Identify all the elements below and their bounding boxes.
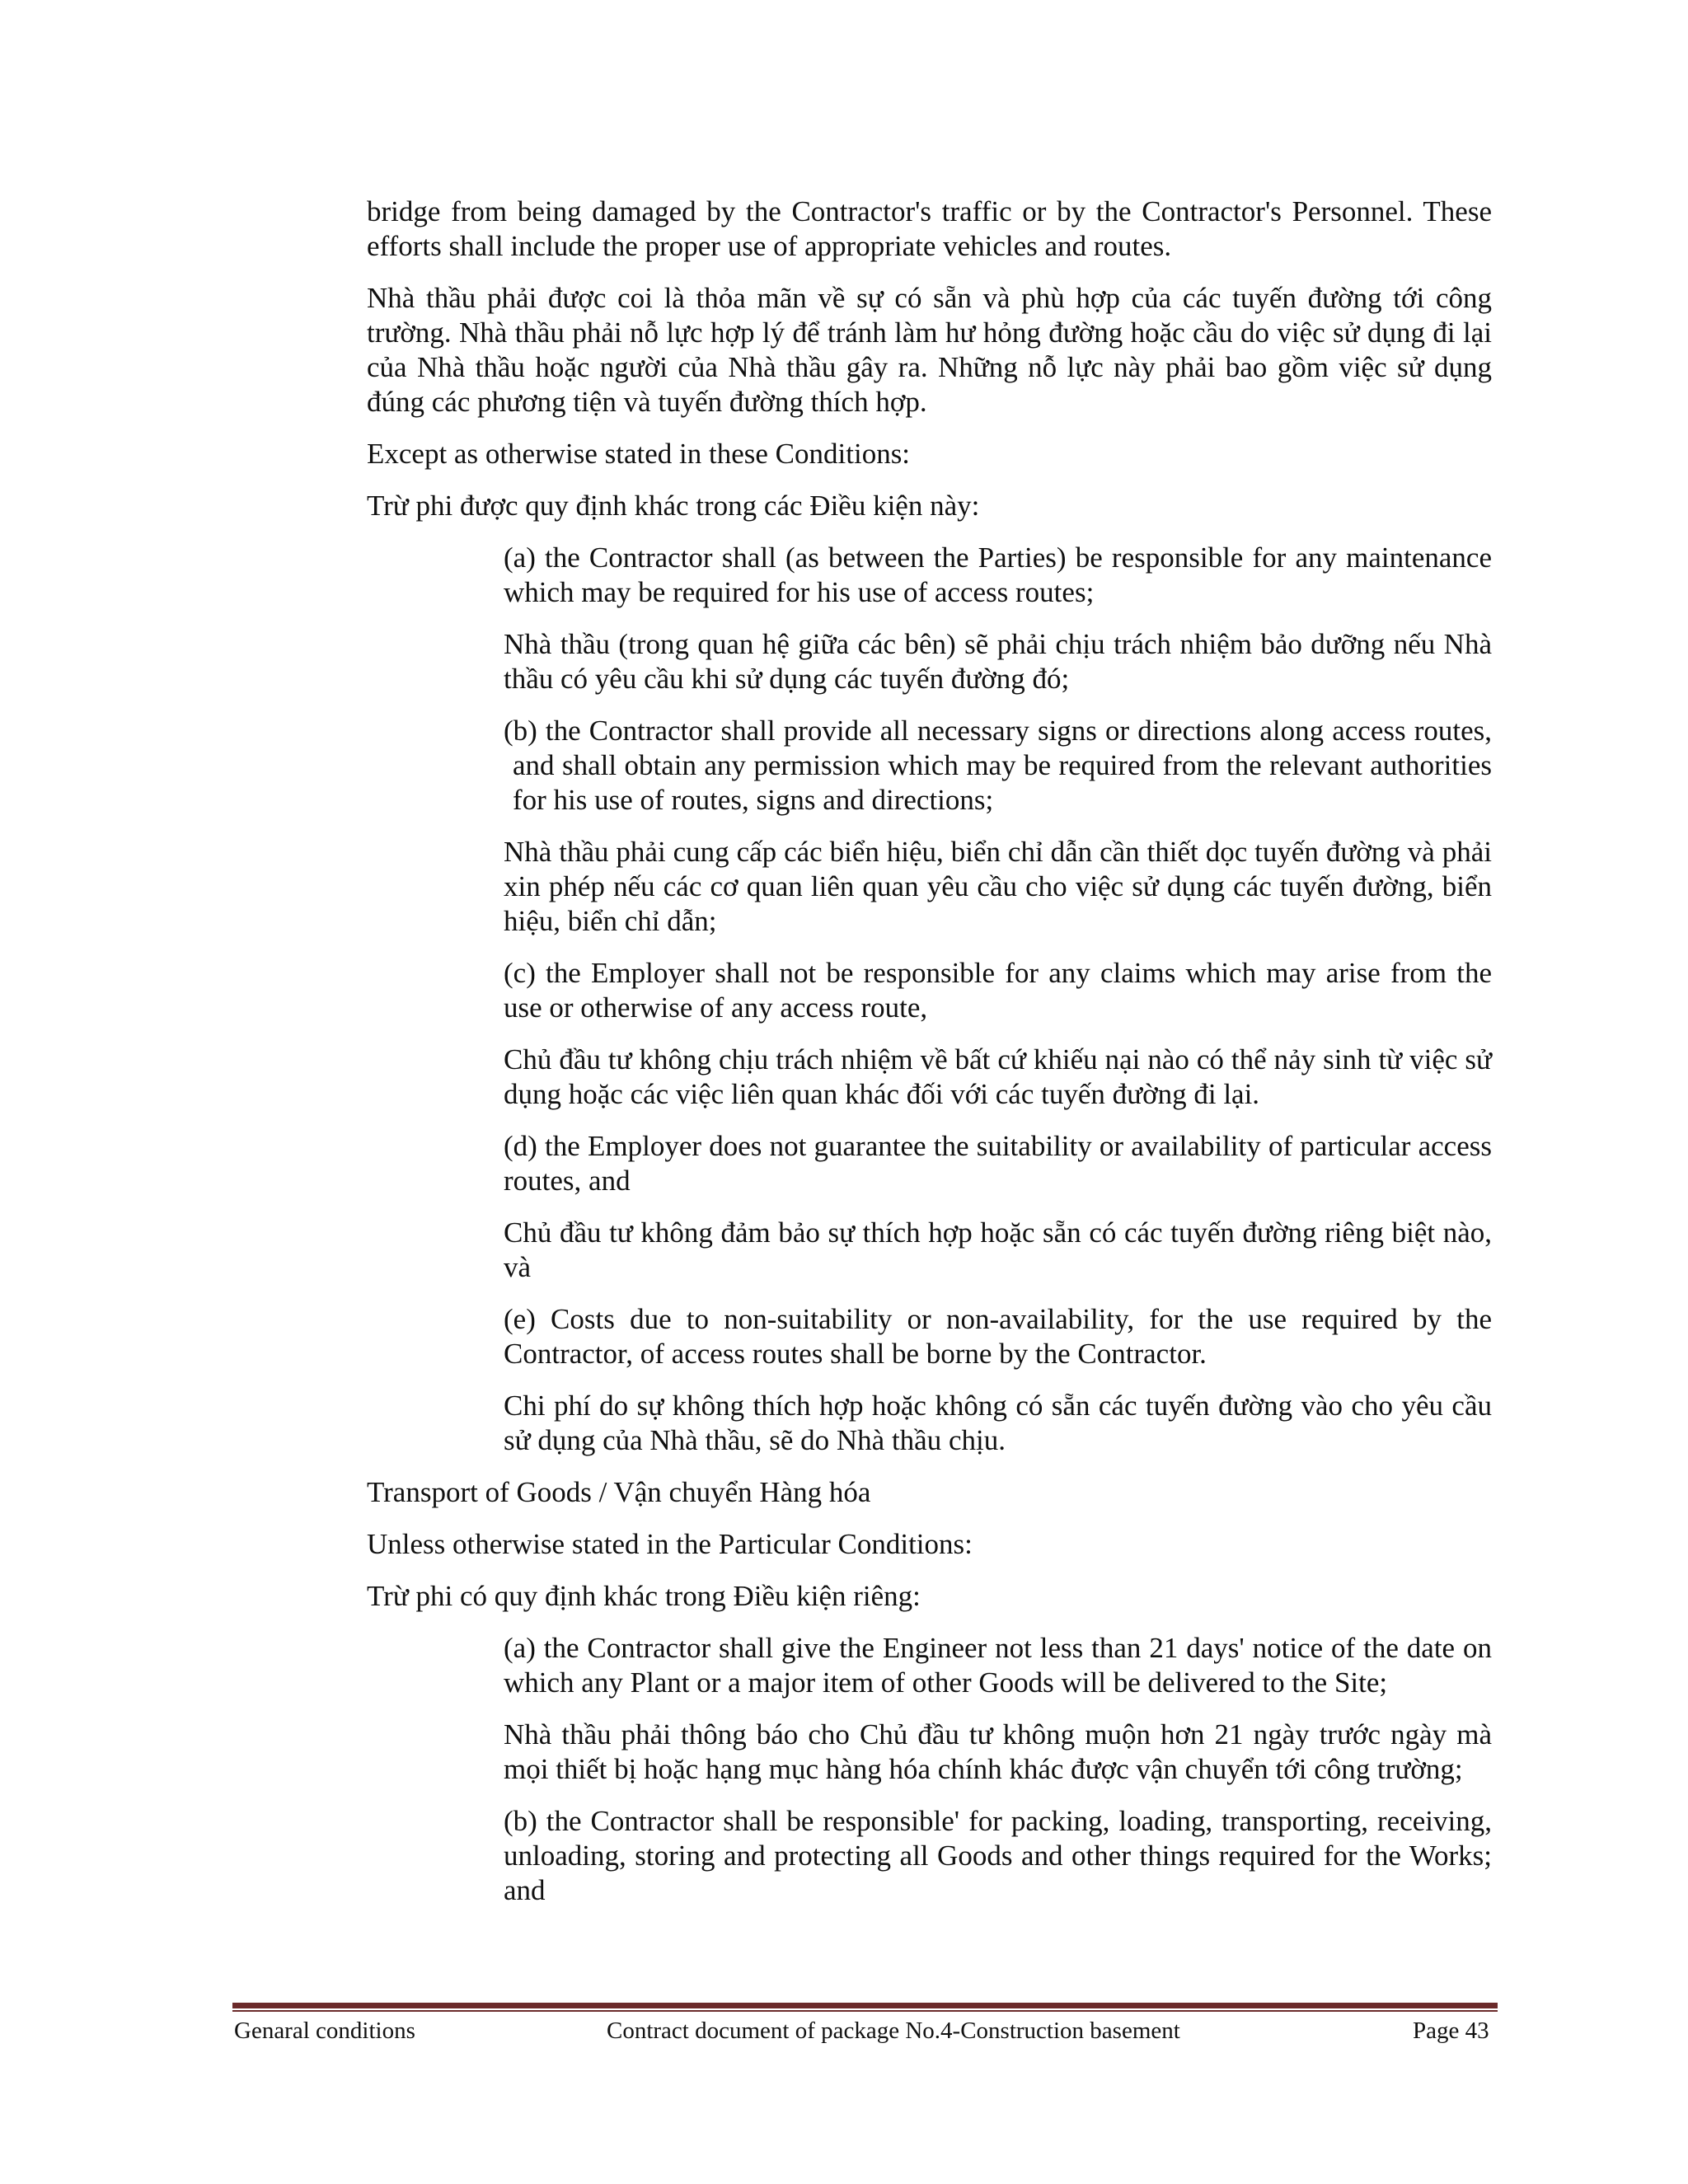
paragraph-bridge-en: bridge from being damaged by the Contractor's traffic or by the Contractor's Personnel. These efforts shall include the proper use of appropriate vehicles and routes.: [367, 195, 1492, 262]
body-text: [367, 194, 1492, 1925]
clause-b-vi: Nhà thầu phải cung cấp các biển hiệu, biển chỉ dẫn cần thiết dọc tuyến đường và phải xin phép nếu các cơ quan liên quan yêu cầu cho việc sử dụng các tuyến đường, biển hiệu, biển chỉ dẫn;: [504, 836, 1492, 937]
paragraph-except-en: Except as otherwise stated in these Conditions:: [367, 438, 911, 470]
clause-c-vi: Chủ đầu tư không chịu trách nhiệm về bất cứ khiếu nại nào có thể nảy sinh từ việc sử dụng hoặc các việc liên quan khác đối với các tuyến đường đi lại.: [504, 1043, 1492, 1110]
footer-divider: [232, 2003, 1498, 2008]
paragraph-unless-en: Unless otherwise stated in the Particular Conditions:: [367, 1528, 973, 1560]
transport-clause-b-en: (b) the Contractor shall be responsible' for packing, loading, transporting, receiving, unloading, storing and protecting all Goods and other things required for the Works; and: [504, 1805, 1492, 1906]
clause-c-en: (c) the Employer shall not be responsible for any claims which may arise from the use or otherwise of any access route,: [504, 957, 1492, 1024]
section-heading-transport: Transport of Goods / Vận chuyển Hàng hóa: [367, 1476, 871, 1508]
footer-section-label: Genaral conditions: [234, 2018, 415, 2044]
footer-divider-thin: [232, 2010, 1498, 2012]
clause-d-vi: Chủ đầu tư không đảm bảo sự thích hợp hoặc sẵn có các tuyến đường riêng biệt nào, và: [504, 1216, 1492, 1283]
paragraph-except-vi: Trừ phi được quy định khác trong các Điều kiện này:: [367, 490, 980, 522]
footer-document-title: Contract document of package No.4-Construction basement: [607, 2018, 1180, 2044]
transport-clause-a-vi: Nhà thầu phải thông báo cho Chủ đầu tư không muộn hơn 21 ngày trước ngày mà mọi thiết bị hoặc hạng mục hàng hóa chính khác được vận chuyển tới công trường;: [504, 1718, 1492, 1785]
clause-a-en: (a) the Contractor shall (as between the Parties) be responsible for any maintenance which may be required for his use of access routes;: [504, 541, 1492, 608]
footer-page-number: Page 43: [1413, 2018, 1489, 2044]
paragraph-unless-vi: Trừ phi có quy định khác trong Điều kiện riêng:: [367, 1580, 921, 1612]
clause-d-en: (d) the Employer does not guarantee the suitability or availability of particular access routes, and: [504, 1130, 1492, 1197]
clause-e-vi: Chi phí do sự không thích hợp hoặc không có sẵn các tuyến đường vào cho yêu cầu sử dụng của Nhà thầu, sẽ do Nhà thầu chịu.: [504, 1390, 1492, 1456]
clause-a-vi: Nhà thầu (trong quan hệ giữa các bên) sẽ phải chịu trách nhiệm bảo dưỡng nếu Nhà thầu có yêu cầu khi sử dụng các tuyến đường đó;: [504, 628, 1492, 695]
transport-clause-a-en: (a) the Contractor shall give the Engineer not less than 21 days' notice of the date on which any Plant or a major item of other Goods will be delivered to the Site;: [504, 1632, 1492, 1699]
clause-b-en: (b) the Contractor shall provide all necessary signs or directions along access routes, and shall obtain any permission which may be required from the relevant authorities for his use of routes, signs and directions;: [504, 715, 1492, 816]
paragraph-routes-vi: Nhà thầu phải được coi là thỏa mãn về sự có sẵn và phù hợp của các tuyến đường tới công trường. Nhà thầu phải nỗ lực hợp lý để tránh làm hư hỏng đường hoặc cầu do việc sử dụng đi lại của Nhà thầu hoặc người của Nhà thầu gây ra. Những nỗ lực này phải bao gồm việc sử dụng đúng các phương tiện và tuyến đường thích hợp.: [367, 282, 1492, 418]
clause-e-en: (e) Costs due to non-suitability or non-availability, for the use required by the Contractor, of access routes shall be borne by the Contractor.: [504, 1303, 1492, 1370]
